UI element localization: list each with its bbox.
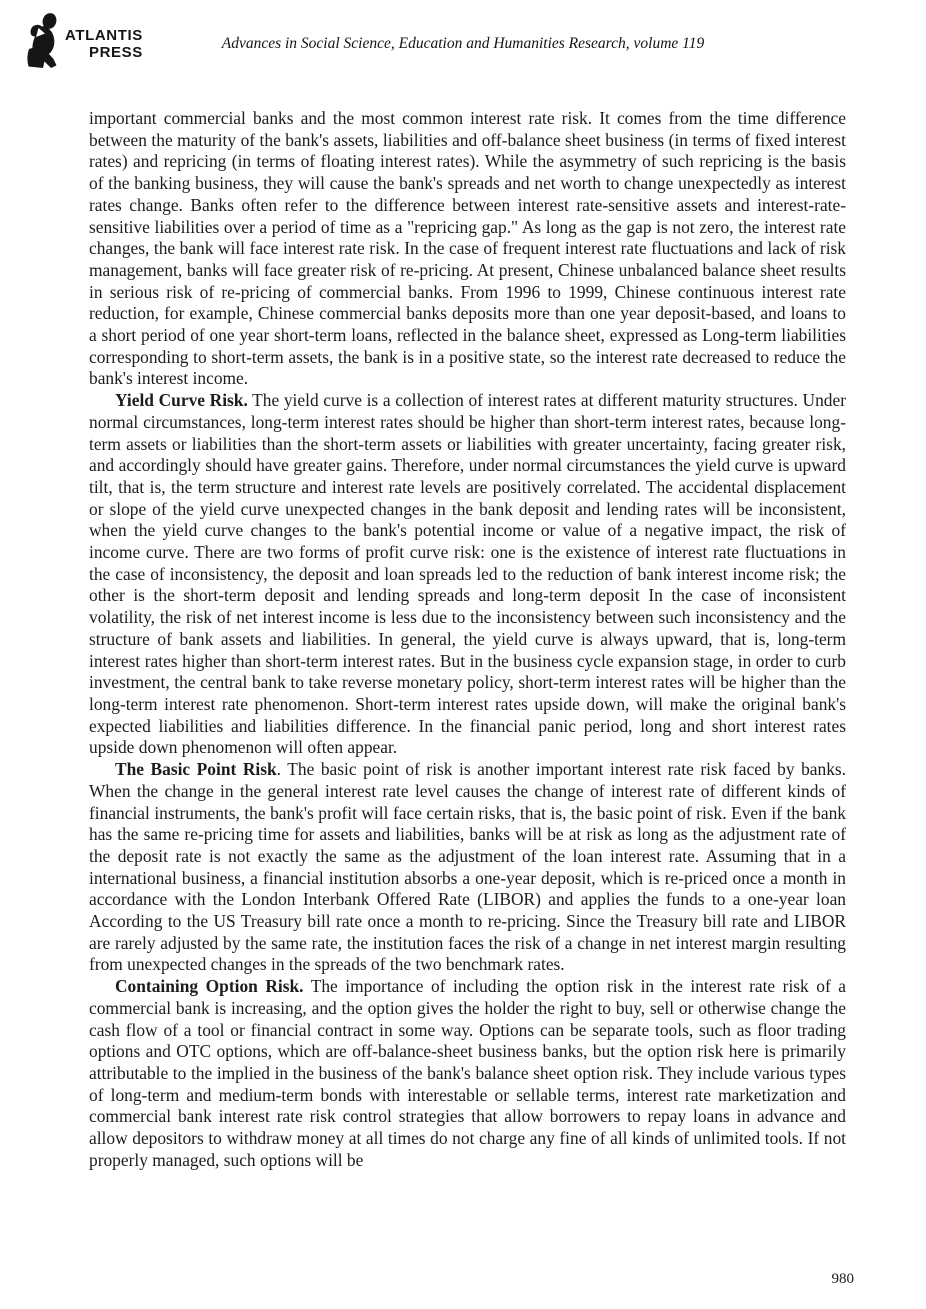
logo-line-press: PRESS	[89, 44, 143, 61]
paragraph-text: The importance of including the option risk in the interest rate risk of a commercial bank is increasing, and the option gives the holder the right to buy, sell or otherwise change the cash flow of a tool or financial contract in some way. Options can be separate tools, such as floor trading options and OTC options, which are off-balance-sheet business banks, but the option risk here is primarily attributable to the implied in the business of the bank's balance sheet option risk. They include various types of long-term and medium-term bonds with interestable or sellable terms, interest rate marketization and commercial bank interest rate risk control strategies that allow borrowers to repay loans in advance and allow depositors to withdraw money at all times do not charge any fine of all kinds of unlimited tools. If not properly managed, such options will be	[89, 976, 846, 1170]
logo-line-atlantis: ATLANTIS	[65, 27, 143, 44]
body-paragraph-yield-curve-risk	[89, 390, 846, 759]
run-in-heading: The Basic Point Risk	[115, 759, 277, 780]
body-paragraph-repricing-risk	[89, 108, 846, 390]
paragraph-text: The basic point of risk is another important interest rate risk faced by banks. When the change in the general interest rate level causes the change of interest rate of different kinds of financial instruments, the bank's profit will face certain risks, that is, the basic point of risk. Even if the bank has the same re-pricing time for assets and liabilities, banks will be at risk as long as the adjustment rate of the deposit rate is not exactly the same as the adjustment of the loan interest rate. Assuming that in a international business, a financial institution absorbs a one-year deposit, which is re-priced once a month in accordance with the London Interbank Offered Rate (LIBOR) and applies the funds to a one-year loan According to the US Treasury bill rate once a month to re-pricing. Since the Treasury bill rate and LIBOR are rarely adjusted by the same rate, the institution faces the risk of a change in net interest margin resulting from unexpected changes in the spreads of the two benchmark rates.	[89, 759, 847, 975]
page-footer	[832, 1271, 855, 1288]
run-in-heading: Yield Curve Risk.	[115, 390, 248, 411]
article-body	[89, 108, 846, 1171]
run-in-heading: Containing Option Risk.	[115, 976, 304, 997]
page-header	[0, 0, 926, 95]
page-number: 980	[831, 1271, 854, 1287]
body-paragraph-basic-point-risk	[89, 759, 846, 976]
heading-suffix: .	[276, 759, 282, 780]
paragraph-text: The yield curve is a collection of interest rates at different maturity structures. Under normal circumstances, long-term interest rates should be higher than short-term interest rates, because long-term assets or liabilities than the short-term assets or liabilities with greater uncertainty, facing greater risk, and accordingly should have greater gains. Therefore, under normal circumstances the yield curve is upward tilt, that is, the term structure and interest rate levels are positively correlated. The accidental displacement or slope of the yield curve unexpected changes in the bank deposit and lending rates will be inconsistent, when the yield curve changes to the bank's potential income or value of a negative impact, the risk of income curve. There are two forms of profit curve risk: one is the existence of interest rate fluctuations in the case of inconsistency, the deposit and loan spreads led to the reduction of bank interest income risk; the other is the short-term deposit and lending spreads and long-term deposit In the case of inconsistent volatility, the risk of net interest income is less due to the inconsistency between such inconsistency and the structure of bank assets and liabilities. In general, the yield curve is always upward, that is, long-term interest rates higher than short-term interest rates. But in the business cycle expansion stage, in order to curb investment, the central bank to take reverse monetary policy, short-term interest rates will be higher than the long-term interest rate phenomenon. Short-term interest rates upside down, will make the original bank's expected liabilities and liabilities difference. In the financial panic period, long and short interest rates upside down phenomenon will often appear.	[89, 390, 846, 758]
paragraph-text: important commercial banks and the most common interest rate risk. It comes from the time difference between the maturity of the bank's assets, liabilities and off-balance sheet business (in terms of fixed interest rates) and repricing (in terms of floating interest rates). While the asymmetry of such repricing is the basis of the banking business, they will cause the bank's spreads and net worth to change unexpectedly as interest rates change. Banks often refer to the difference between interest rate-sensitive assets and interest-rate-sensitive liabilities over a period of time as a "repricing gap." As long as the gap is not zero, the interest rate changes, the bank will face interest rate risk. In the case of frequent interest rate fluctuations and lack of risk management, banks will face greater risk of re-pricing. At present, Chinese unbalanced balance sheet results in serious risk of re-pricing of commercial banks. From 1996 to 1999, Chinese continuous interest rate reduction, for example, Chinese commercial banks deposits more than one year deposit-based, and loans to a short period of one year short-term loans, reflected in the balance sheet, expressed as Long-term liabilities corresponding to short-term assets, the bank is in a positive state, so the interest rate decreased to reduce the bank's interest income.	[89, 108, 846, 389]
body-paragraph-option-risk	[89, 976, 846, 1171]
journal-title: Advances in Social Science, Education and Humanities Research, volume 119	[221, 35, 705, 52]
